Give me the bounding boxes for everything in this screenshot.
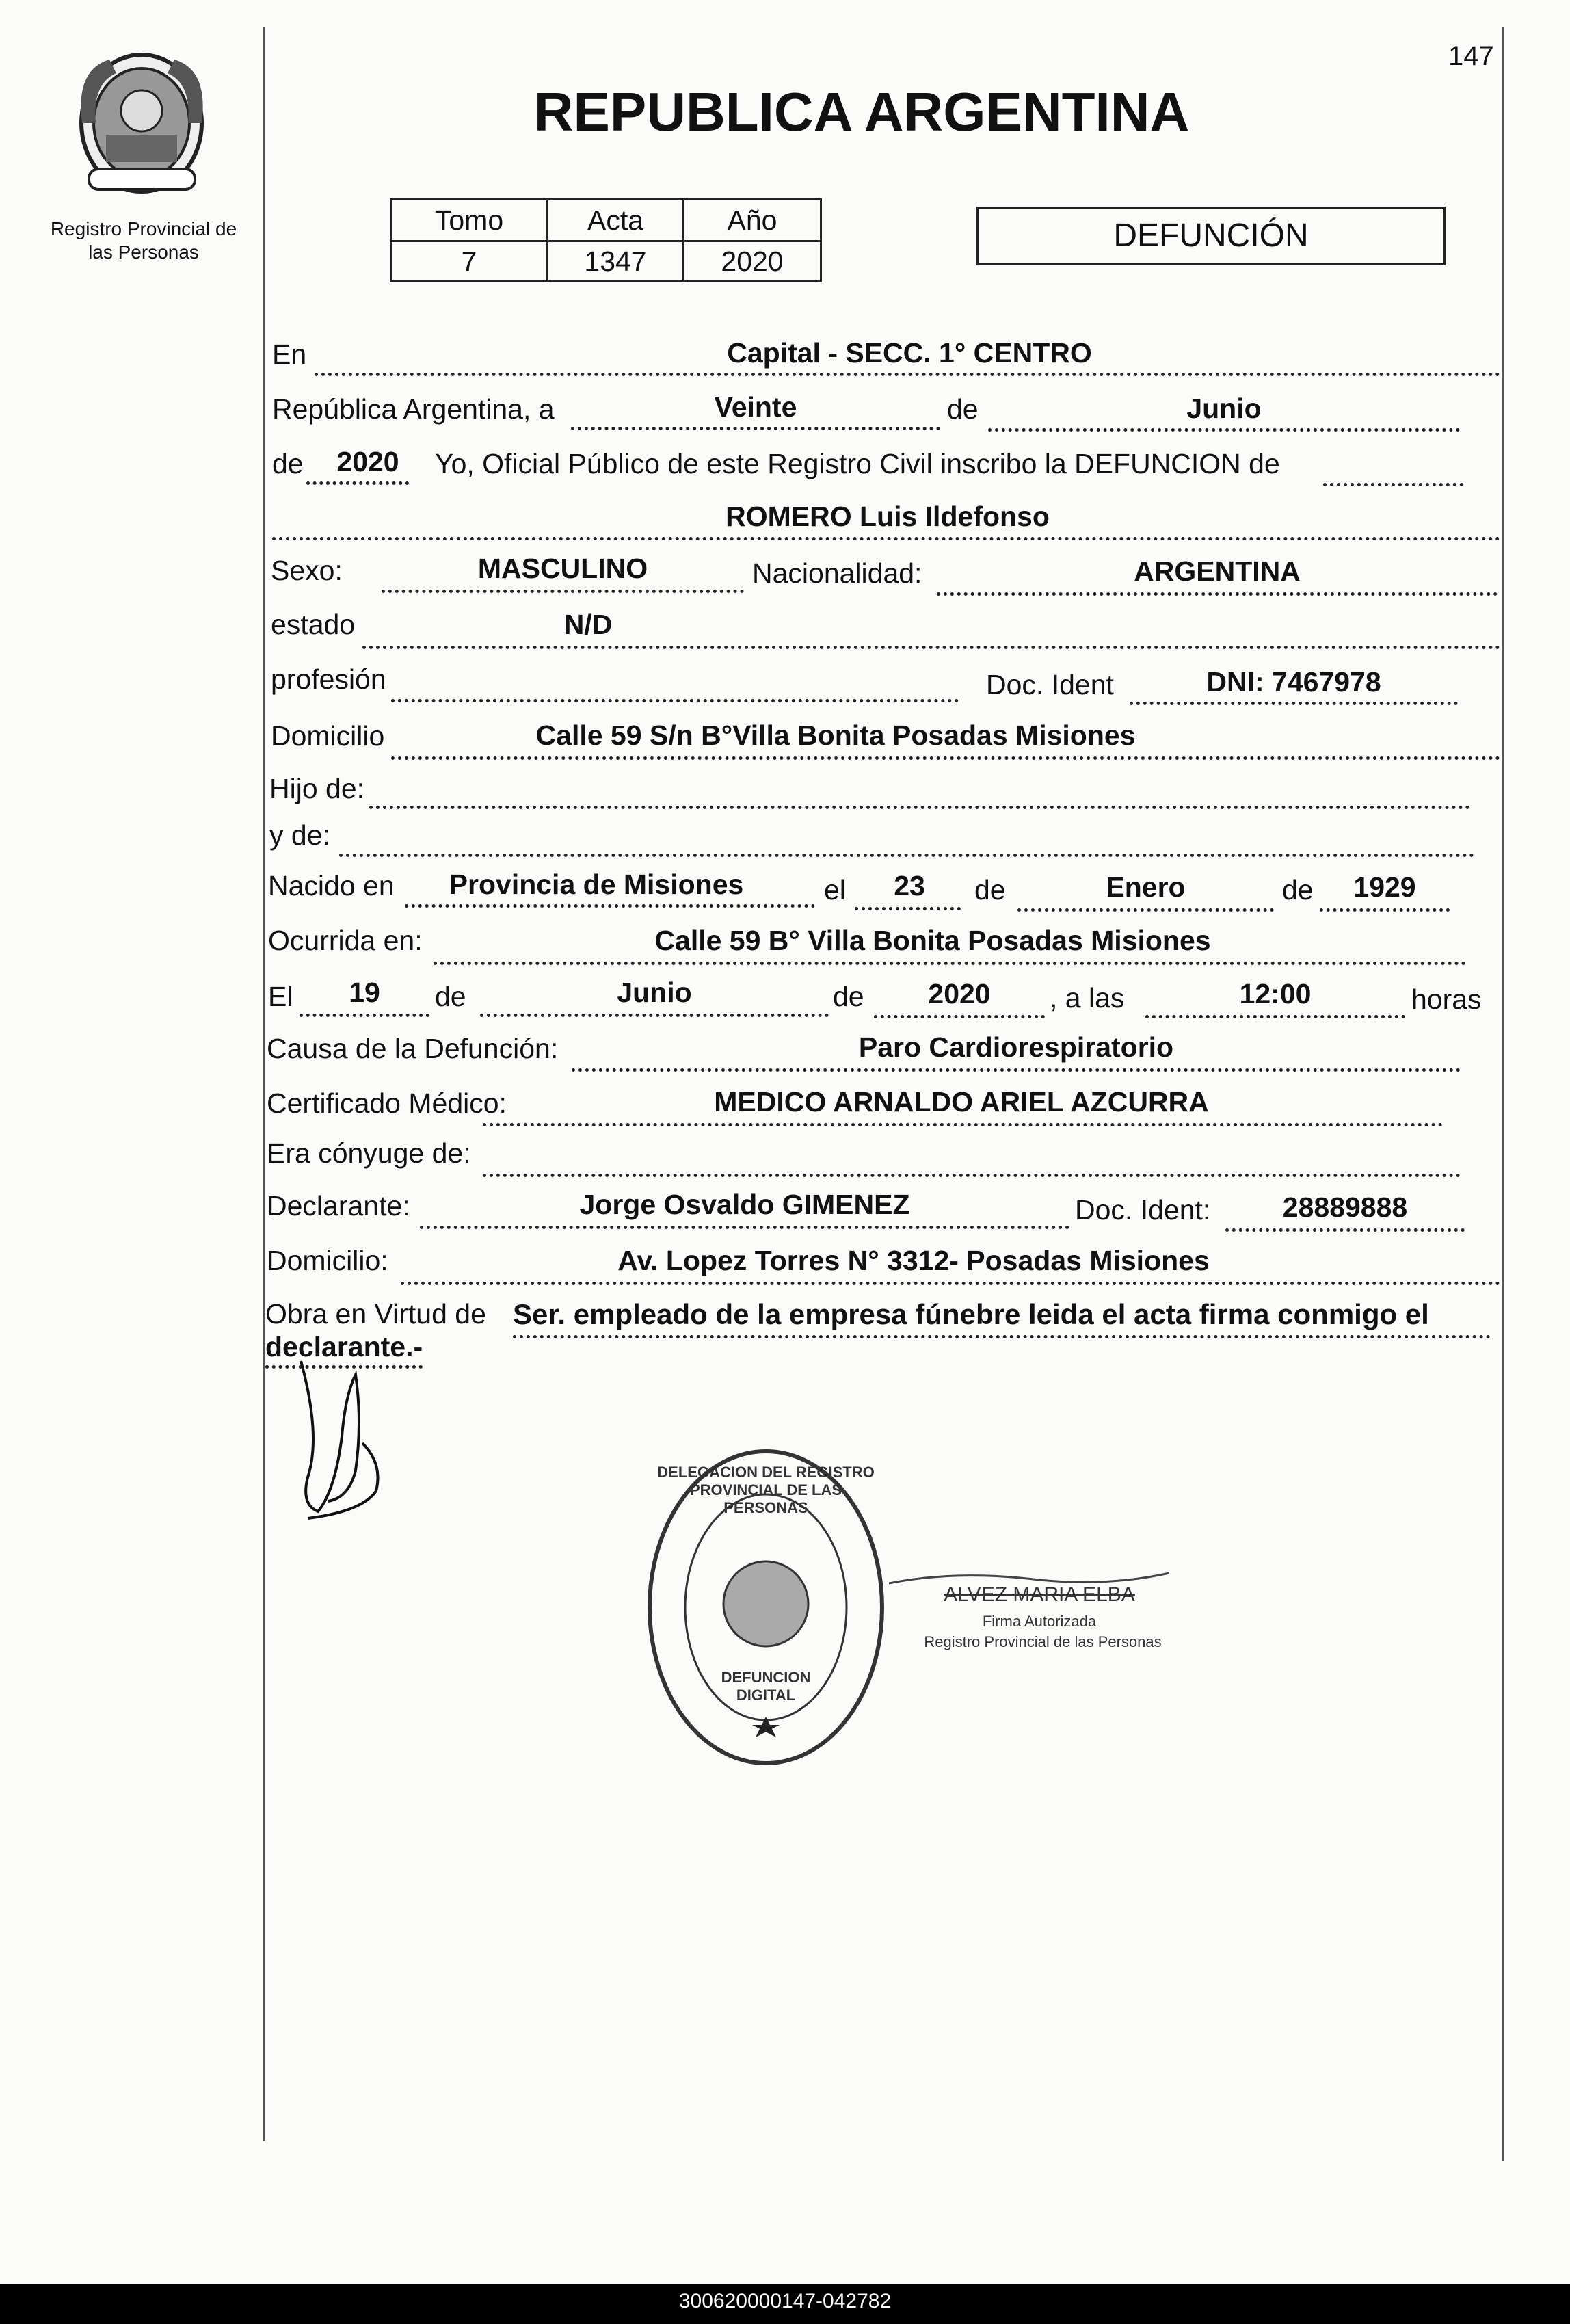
certificado-label: Certificado Médico: [267, 1087, 507, 1119]
ocurrida-value: Calle 59 B° Villa Bonita Posadas Misiones [654, 925, 1211, 956]
estado-line [362, 646, 1500, 649]
en-value: Capital - SECC. 1° CENTRO [727, 337, 1092, 369]
oficial-text: Yo, Oficial Público de este Registro Civil inscribo la DEFUNCION de [435, 448, 1280, 479]
certificado-line [483, 1123, 1443, 1126]
doc-ident-value: DNI: 7467978 [1206, 666, 1381, 698]
signer-name: ALVEZ MARIA ELBA [944, 1583, 1135, 1606]
certificado-value: MEDICO ARNALDO ARIEL AZCURRA [714, 1086, 1209, 1118]
official-stamp [643, 1443, 889, 1771]
hijo-label: Hijo de: [269, 773, 365, 804]
de-label-3: de [974, 874, 1006, 906]
a-las-label: , a las [1050, 982, 1125, 1014]
nacionalidad-label: Nacionalidad: [752, 557, 922, 589]
profesion-line [391, 699, 959, 702]
table-header-acta: Acta [546, 198, 684, 242]
de-label-5: de [435, 981, 466, 1012]
nac-mes-line [1017, 908, 1274, 912]
anio-value: 2020 [336, 446, 399, 477]
signer-role: Firma Autorizada [982, 1613, 1097, 1630]
conyuge-label: Era cónyuge de: [267, 1137, 471, 1169]
table-value-anio: 2020 [682, 240, 822, 282]
domicilio-label: Domicilio [271, 720, 385, 752]
el-cap-label: El [268, 981, 293, 1012]
page-number: 147 [1448, 41, 1494, 71]
left-margin-line [263, 27, 265, 2141]
def-anio-value: 2020 [928, 978, 991, 1009]
estado-label: estado [271, 609, 356, 640]
doc-ident2-line [1225, 1228, 1465, 1232]
nacido-value: Provincia de Misiones [449, 869, 744, 900]
domicilio2-value: Av. Lopez Torres N° 3312- Posadas Misiones [617, 1245, 1210, 1276]
table-value-tomo: 7 [390, 240, 548, 282]
declarante-line [420, 1226, 1069, 1229]
hijo-line [369, 806, 1470, 809]
table-header-anio: Año [682, 198, 822, 242]
domicilio2-label: Domicilio: [267, 1245, 388, 1276]
hora-value: 12:00 [1239, 978, 1312, 1009]
nombre-line [272, 537, 1500, 540]
registry-name [27, 217, 260, 264]
hora-line [1145, 1015, 1405, 1018]
de-label-6: de [833, 981, 864, 1012]
def-dia-value: 19 [349, 977, 380, 1008]
y-de-label: y de: [269, 819, 330, 851]
def-anio-line [874, 1015, 1045, 1018]
mes-line [988, 428, 1460, 432]
nac-dia-line [855, 907, 961, 910]
obra-value-2: declarante.- [265, 1331, 423, 1362]
sexo-line [382, 590, 744, 593]
ocurrida-label: Ocurrida en: [268, 925, 423, 956]
doc-ident-line [1130, 702, 1458, 705]
de-label-2: de [272, 448, 304, 479]
nombre-value: ROMERO Luis Ildefonso [726, 501, 1050, 532]
domicilio-line [391, 756, 1500, 760]
conyuge-line [483, 1174, 1461, 1177]
nacido-label: Nacido en [268, 870, 395, 901]
nacionalidad-value: ARGENTINA [1134, 555, 1301, 587]
nacido-line [405, 904, 815, 908]
profesion-label: profesión [271, 663, 386, 695]
registry-line1: Registro Provincial de [50, 218, 237, 239]
sexo-value: MASCULINO [477, 553, 648, 584]
declarante-label: Declarante: [267, 1190, 410, 1222]
mes-value: Junio [1186, 393, 1262, 424]
de-label-4: de [1282, 874, 1314, 906]
doc-ident2-value: 28889888 [1282, 1191, 1408, 1223]
def-dia-line [300, 1014, 429, 1017]
y-de-line [339, 854, 1474, 857]
horas-label: horas [1411, 983, 1482, 1015]
signer-office: Registro Provincial de las Personas [924, 1633, 1162, 1650]
obra-label: Obra en Virtud de [265, 1298, 486, 1330]
dia-line [571, 427, 940, 430]
province-logo [68, 42, 215, 200]
stamp-ring-text: DELEGACION DEL REGISTRO PROVINCIAL DE LAS PERSONAS [657, 1464, 875, 1516]
def-mes-line [480, 1014, 829, 1017]
nac-dia-value: 23 [894, 870, 925, 901]
el-label: el [824, 874, 846, 906]
declarante-value: Jorge Osvaldo GIMENEZ [579, 1189, 910, 1220]
causa-line [572, 1068, 1461, 1072]
doc-ident2-label: Doc. Ident: [1075, 1194, 1211, 1226]
sexo-label: Sexo: [271, 555, 343, 586]
table-header-tomo: Tomo [390, 198, 548, 242]
document-id: 300620000147-042782 [678, 2290, 892, 2312]
ocurrida-line [434, 962, 1466, 965]
dia-value: Veinte [714, 391, 797, 423]
causa-label: Causa de la Defunción: [267, 1033, 559, 1064]
anio-line [306, 481, 409, 485]
stamp-inner-text: DEFUNCION DIGITAL [721, 1669, 811, 1704]
domicilio2-line [401, 1282, 1500, 1285]
obra-line-1 [513, 1335, 1491, 1338]
document-title: REPUBLICA ARGENTINA [533, 81, 1190, 142]
obra-value-1: Ser. empleado de la empresa fúnebre leida el acta firma conmigo el [513, 1298, 1429, 1330]
causa-value: Paro Cardiorespiratorio [858, 1031, 1174, 1063]
nac-anio-line [1320, 908, 1450, 912]
nac-anio-value: 1929 [1353, 871, 1416, 903]
de-label-1: de [947, 393, 979, 425]
en-line [315, 373, 1500, 376]
doc-ident-label: Doc. Ident [986, 669, 1114, 700]
nacionalidad-line [937, 592, 1498, 596]
estado-value: N/D [563, 609, 613, 640]
act-type-box: DEFUNCIÓN [976, 207, 1446, 265]
nac-mes-value: Enero [1106, 871, 1186, 903]
oficial-line [1323, 483, 1463, 486]
registry-line2: las Personas [88, 241, 199, 263]
declarant-signature [280, 1354, 403, 1525]
domicilio-value: Calle 59 S/n B°Villa Bonita Posadas Misiones [535, 719, 1136, 751]
table-value-acta: 1347 [546, 240, 684, 282]
def-mes-value: Junio [617, 977, 692, 1008]
republica-label: República Argentina, a [272, 393, 555, 425]
en-label: En [272, 339, 307, 370]
